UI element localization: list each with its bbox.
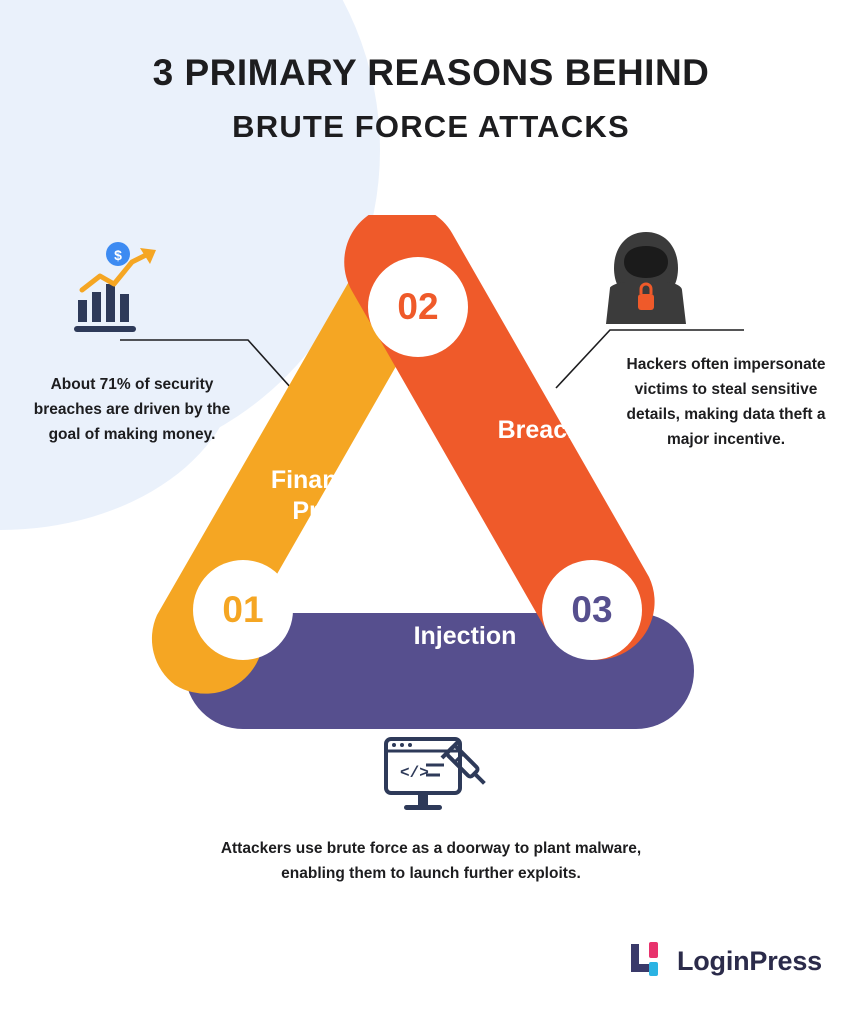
loginpress-logo[interactable]: [625, 940, 822, 982]
segment-label-financial-profit: [225, 465, 425, 528]
segment-label-financial-line1: Financial: [270, 466, 380, 494]
description-breach: Hackers often impersonate victims to steal sensitive details, making data theft a major incentive.: [626, 356, 826, 449]
hacker-hoodie-icon: [600, 228, 692, 332]
description-malware-injection: Attackers use brute force as a doorway to plant malware, enabling them to launch further exploits.: [220, 840, 642, 883]
title-line-2: BRUTE FORCE ATTACKS: [232, 108, 630, 144]
loginpress-logo-mark: [625, 940, 667, 982]
svg-text:</>: </>: [400, 764, 429, 782]
segment-label-breach: Breach: [497, 416, 583, 444]
segment-label-malware-injection: [355, 590, 575, 653]
svg-text:$: $: [114, 247, 122, 263]
code-injection-syringe-icon: [382, 735, 494, 823]
segment-label-malware-line2: Injection: [413, 622, 517, 651]
badge-03: 03: [542, 560, 642, 660]
bar-chart-growth-icon: [70, 238, 170, 338]
loginpress-logo-text: LoginPress: [676, 945, 822, 976]
segment-label-malware-line1: Malware: [415, 591, 515, 619]
segment-label-financial-line2: Profit: [292, 497, 358, 526]
page-title: [0, 52, 862, 145]
badge-02: 02: [368, 257, 468, 357]
title-line-1: 3 PRIMARY REASONS BEHIND: [152, 52, 710, 93]
description-financial-profit: About 71% of security breaches are driven by the goal of making money.: [33, 376, 231, 444]
badge-01: 01: [193, 560, 293, 660]
